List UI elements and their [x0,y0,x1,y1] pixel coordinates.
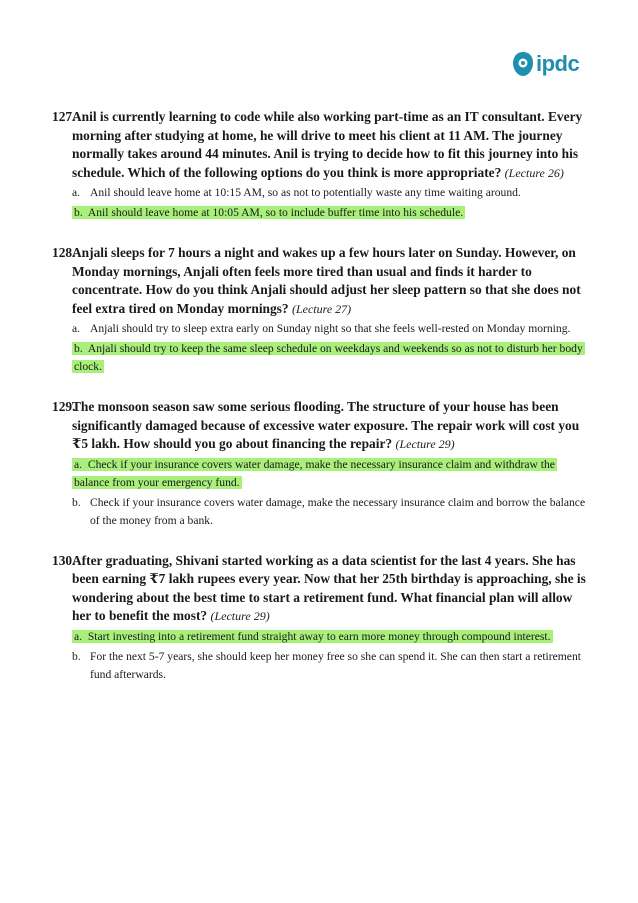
option-text: Check if your insurance covers water damage, make the necessary insurance claim and withdraw the balance from your emergency fund. [74,457,555,489]
option-b-highlighted [72,204,592,222]
option-letter: a. [74,457,83,471]
question-first-line: Anjali sleeps for 7 hours a night and wakes up a few hours later on Sunday. However, on [72,245,576,260]
option-text: For the next 5-7 years, she should keep her money free so she can spend it. She can then start a retirement fund afterwards. [90,649,581,681]
lecture-reference: (Lecture 29) [395,437,455,451]
option-letter: b. [74,206,83,219]
question-stem: been earning ₹7 lakh rupees every year. Now that her 25th birthday is approaching, she is wondering about the best time to start a retirement fund. What financial plan will allow her to benefit the most? [72,571,586,623]
lecture-reference: (Lecture 27) [291,301,352,316]
question-stem: morning after studying at home, he will drive to meet his client at 11 AM. The journey normally takes around 44 minutes. Anil is trying to decide how to fit this journey into his schedule. Which of the following options do you think is more appropriate? [72,127,579,180]
option-text: Anjali should try to sleep extra early on Sunday night so that she feels well-rested on Monday morning. [90,322,571,335]
question-number: 127. [52,109,76,124]
option-letter: a. [72,322,81,335]
option-a [72,320,592,338]
lecture-reference: (Lecture 26) [504,165,564,180]
ipdc-logo [512,48,579,80]
option-text: Check if your insurance covers water damage, make the necessary insurance claim and borrow the balance of the money from a bank. [90,495,586,527]
question-list [52,108,592,706]
option-text: Anil should leave home at 10:15 AM, so as not to potentially waste any time waiting around. [90,186,521,199]
option-letter: b. [72,495,81,509]
option-letter: a. [74,629,83,643]
question-first-line: Anil is currently learning to code while also working part-time as an IT consultant. Every [72,109,583,124]
ipdc-leaf-icon [512,50,534,78]
option-letter: a. [72,186,81,199]
question-127 [52,108,592,222]
option-a-highlighted [72,628,592,646]
option-b [72,494,592,530]
question-first-line: After graduating, Shivani started working as a data scientist for the last 4 years. She has [72,552,576,568]
option-b-highlighted [72,340,592,376]
option-a [72,184,592,202]
question-stem: significantly damaged because of excessive water exposure. The repair work will cost you ₹5 lakh. How should you go about financing the repair? [72,417,580,451]
question-128 [52,244,592,376]
question-130 [52,552,592,684]
option-letter: b. [74,342,83,355]
option-b [72,648,592,684]
question-number: 129. [52,399,76,414]
question-number: 128. [52,245,76,260]
question-number: 130. [52,552,76,568]
question-stem: Monday mornings, Anjali often feels more tired than usual and finds it harder to concentrate. How do you think Anjali should adjust her sleep pattern so that she does not feel extra tired on Monday mornings? [72,263,581,316]
lecture-reference: (Lecture 29) [210,609,270,623]
question-129 [52,398,592,530]
option-a-highlighted [72,456,592,492]
option-text: Anil should leave home at 10:05 AM, so to include buffer time into his schedule. [87,206,464,219]
option-letter: b. [72,649,81,663]
option-text: Start investing into a retirement fund straight away to earn more money through compound interest. [87,629,551,643]
option-text: Anjali should try to keep the same sleep schedule on weekdays and weekends so as not to disturb her body clock. [74,342,583,373]
logo-text: ipdc [536,51,580,76]
question-first-line: The monsoon season saw some serious flooding. The structure of your house has been [72,399,559,414]
